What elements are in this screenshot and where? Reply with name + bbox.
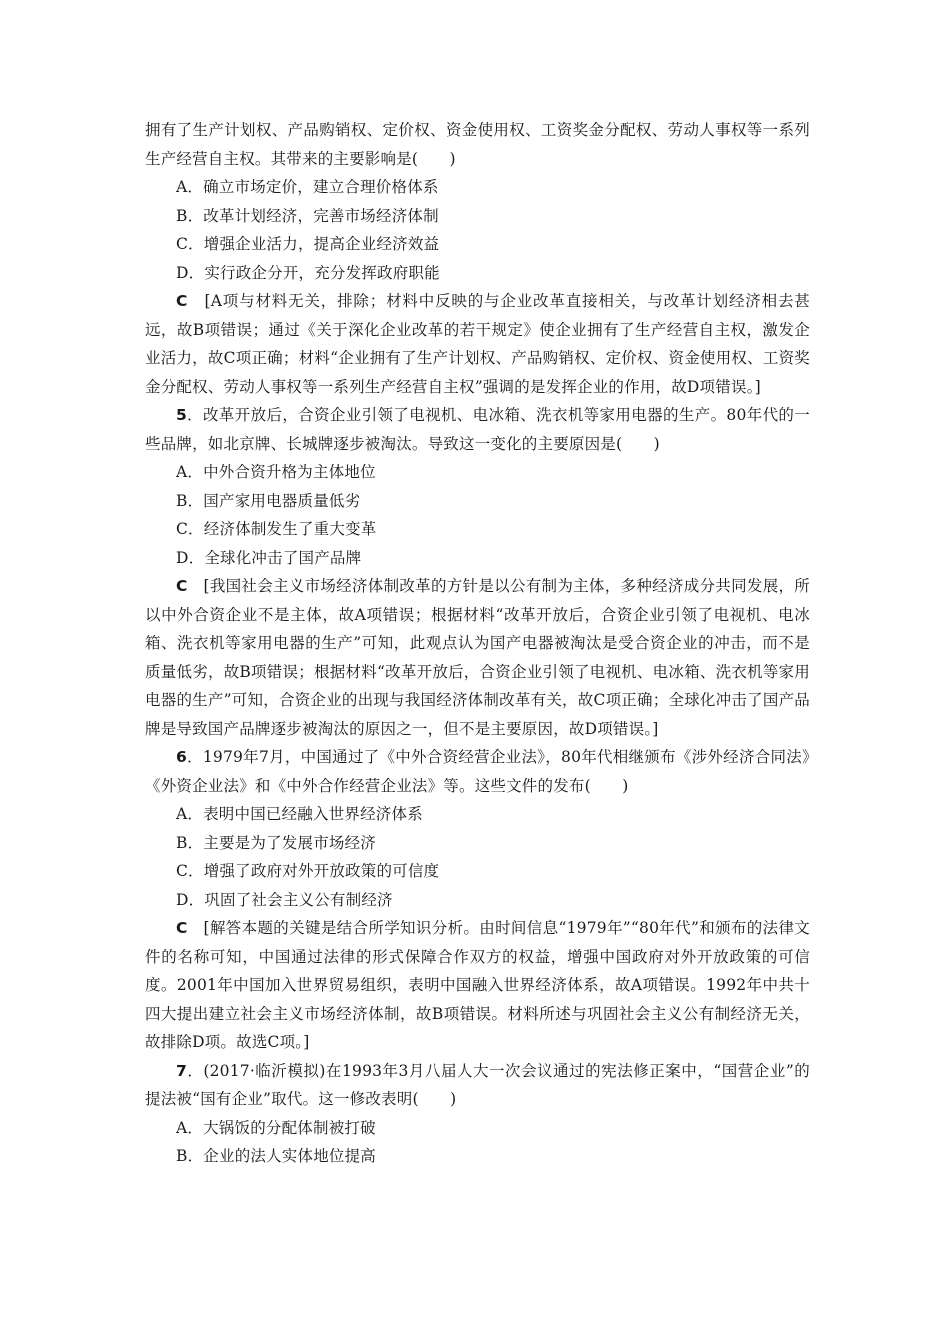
q5-option-b: B．国产家用电器质量低劣 [176,491,361,510]
q5-option-a: A．中外合资升格为主体地位 [176,463,376,481]
q6-number: 6 [176,748,187,766]
q6-answer: C [176,919,188,937]
q4-option-b: B．改革计划经济，完善市场经济体制 [176,206,439,225]
q5-option-c: C．经济体制发生了重大变革 [176,520,377,538]
q4-answer: C [176,292,188,310]
q6-explanation: [解答本题的关键是结合所学知识分析。由时间信息“1979年”“80年代”和颁布的法律文件的名称可知，中国通过法律的形式保障合作双方的权益，增强中国政府对外开放政策的可信度。2001年中国加入世界贸易组织，表明中国融入世界经济体系，故A项错误。1992年中共十四大提出建立社会主义市场经济体制，故B项错误。材料所述与巩固社会主义公有制经济无关，故排除D项。故选C项。] [145,919,810,1051]
q4-option-a: A．确立市场定价，建立合理价格体系 [176,178,439,196]
q7-number: 7 [176,1061,187,1080]
q6-option-c: C．增强了政府对外开放政策的可信度 [176,862,440,880]
q4-answer-explanation [145,287,810,401]
q5-answer: C [176,577,188,595]
q6-option-b: B．主要是为了发展市场经济 [176,833,376,852]
q6-stem: ．1979年7月，中国通过了《中外合资经营企业法》，80年代相继颁布《涉外经济合同法》《外资企业法》和《中外合作经营企业法》等。这些文件的发布( ) [145,748,810,795]
q4-option-d: D．实行政企分开，充分发挥政府职能 [176,263,440,282]
q4-explanation: [A项与材料无关，排除；材料中反映的与企业改革直接相关，与改革计划经济相去甚远，故B项错误；通过《关于深化企业改革的若干规定》使企业拥有了生产经营自主权，激发企业活力，故C项正确；材料“企业拥有了生产计划权、产品购销权、定价权、资金使用权、工资奖金分配权、劳动人事权等一系列生产经营自主权”强调的是发挥企业的作用，故D项错误。] [145,292,810,396]
q5-stem: ．改革开放后，合资企业引领了电视机、电冰箱、洗衣机等家用电器的生产。80年代的一些品牌，如北京牌、长城牌逐步被淘汰。导致这一变化的主要原因是( ) [145,406,810,453]
q7-question [145,1057,810,1114]
q5-explanation: [我国社会主义市场经济体制改革的方针是以公有制为主体，多种经济成分共同发展，所以中外合资企业不是主体，故A项错误；根据材料“改革开放后，合资企业引领了电视机、电冰箱、洗衣机等家用电器的生产”可知，此观点认为国产电器被淘汰是受合资企业的冲击，而不是质量低劣，故B项错误；根据材料“改革开放后，合资企业引领了电视机、电冰箱、洗衣机等家用电器的生产”可知，合资企业的出现与我国经济体制改革有关，故C项正确；全球化冲击了国产品牌是导致国产品牌逐步被淘汰的原因之一，但不是主要原因，故D项错误。] [145,577,810,738]
q5-question [145,401,810,458]
q6-option-d: D．巩固了社会主义公有制经济 [176,890,393,909]
q5-number: 5 [176,406,187,424]
q5-option-d: D．全球化冲击了国产品牌 [176,548,362,567]
q4-stem: 拥有了生产计划权、产品购销权、定价权、资金使用权、工资奖金分配权、劳动人事权等一系列生产经营自主权。其带来的主要影响是( ) [145,121,810,168]
q7-option-b: B．企业的法人实体地位提高 [176,1147,376,1165]
q4-option-c: C．增强企业活力，提高企业经济效益 [176,235,440,253]
q7-option-a: A．大锅饭的分配体制被打破 [176,1118,376,1137]
q7-stem: ．(2017·临沂模拟)在1993年3月八届人大一次会议通过的宪法修正案中，“国营企业”的提法被“国有企业”取代。这一修改表明( ) [145,1061,810,1108]
q6-answer-explanation [145,914,810,1057]
page-content [145,116,810,1171]
q6-question [145,743,810,800]
q6-option-a: A．表明中国已经融入世界经济体系 [176,805,423,823]
q5-answer-explanation [145,572,810,743]
